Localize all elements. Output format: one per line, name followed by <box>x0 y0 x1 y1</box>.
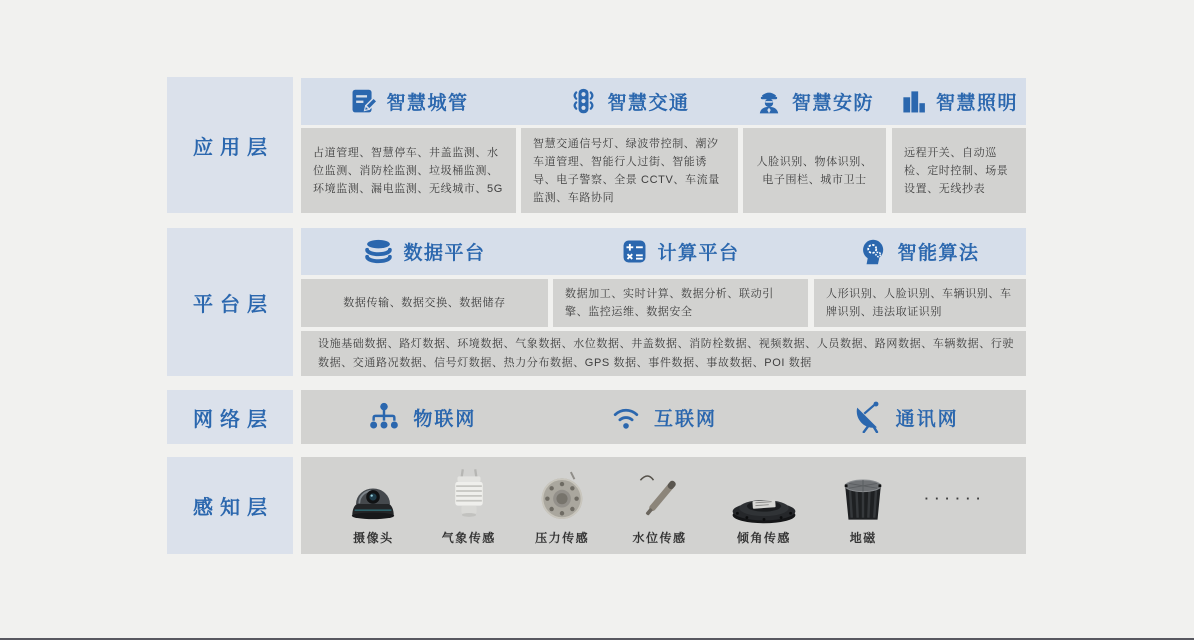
platform-title: 智能算法 <box>897 243 980 264</box>
application-header-bar <box>301 78 1026 125</box>
device-label: 地磁 <box>849 531 877 545</box>
device-label: 气象传感 <box>441 531 496 545</box>
device-label: 压力传感 <box>535 531 590 545</box>
app-title: 智慧照明 <box>935 93 1018 114</box>
app-items-lighting: 远程开关、自动巡检、定时控制、场景设置、无线抄表 <box>892 128 1026 213</box>
iot-nodes-icon <box>367 401 401 433</box>
network-comms <box>784 390 1026 444</box>
network-iot <box>301 390 543 444</box>
device-water-level-sensor <box>625 465 695 554</box>
app-title: 智慧城管 <box>386 93 469 114</box>
network-title: 互联网 <box>654 408 718 430</box>
device-tilt-sensor <box>726 465 802 554</box>
network-internet <box>543 390 785 444</box>
device-weather-sensor <box>438 465 500 554</box>
device-pressure-sensor <box>531 465 593 554</box>
device-label: 倾角传感 <box>736 531 791 545</box>
layer-label-text: 网络层 <box>193 408 274 431</box>
network-bar <box>301 390 1026 444</box>
app-header-traffic <box>521 87 738 116</box>
wifi-icon <box>610 402 642 432</box>
tilt-sensor-image <box>726 465 802 525</box>
app-items-security: 人脸识别、物体识别、电子围栏、城市卫士 <box>743 128 886 213</box>
app-header-city-mgmt <box>301 87 516 116</box>
layer-label-text: 平台层 <box>193 293 274 316</box>
traffic-light-icon <box>569 87 598 116</box>
platform-items-data: 数据传输、数据交换、数据储存 <box>301 279 548 327</box>
platform-detail-row <box>301 279 1026 327</box>
platform-data-pool: 设施基础数据、路灯数据、环境数据、气象数据、水位数据、井盖数据、消防栓数据、视频数据、人员数据、路网数据、车辆数据、行驶数据、交通路况数据、信号灯数据、热力分布数据、GPS 数据、事件数据、事故数据、POI 数据 <box>301 331 1026 376</box>
ai-head-gears-icon <box>860 238 888 266</box>
perception-box <box>301 457 1026 554</box>
app-items-city-mgmt: 占道管理、智慧停车、井盖监测、水位监测、消防栓监测、垃圾桶监测、环境监测、漏电监测、无线城市、5G <box>301 128 516 213</box>
app-header-lighting <box>892 88 1026 115</box>
satellite-dish-icon <box>852 401 884 433</box>
platform-header-compute <box>553 238 808 265</box>
dome-camera-image <box>340 465 406 525</box>
platform-header-bar <box>301 228 1026 275</box>
platform-header-algorithm <box>814 238 1026 266</box>
geomagnetic-sensor-image <box>833 465 893 525</box>
more-devices-ellipsis: ······ <box>924 491 987 506</box>
device-geomagnetic-sensor <box>833 465 893 554</box>
platform-items-compute: 数据加工、实时计算、数据分析、联动引擎、监控运维、数据安全 <box>553 279 808 327</box>
platform-title: 数据平台 <box>403 243 486 264</box>
platform-header-data <box>301 238 548 266</box>
water-level-probe-image <box>625 465 695 525</box>
layer-label-application <box>167 77 293 213</box>
layer-label-network <box>167 390 293 444</box>
layer-label-platform <box>167 228 293 376</box>
app-items-traffic: 智慧交通信号灯、绿波带控制、潮汐车道管理、智能行人过街、智能诱导、电子警察、全景 CCTV、车流量监测、车路协同 <box>521 128 738 213</box>
weather-sensor-image <box>438 465 500 525</box>
network-title: 物联网 <box>413 408 477 430</box>
layer-label-text: 感知层 <box>193 497 274 519</box>
platform-title: 计算平台 <box>657 243 740 264</box>
application-detail-row <box>301 128 1026 213</box>
device-camera <box>340 465 406 554</box>
database-icon <box>363 238 394 266</box>
device-label: 摄像头 <box>353 531 394 545</box>
app-title: 智慧安防 <box>791 93 874 114</box>
layer-label-text: 应用层 <box>193 136 274 159</box>
pressure-sensor-image <box>531 465 593 525</box>
app-title: 智慧交通 <box>607 93 690 114</box>
calculator-icon <box>621 238 648 265</box>
app-header-security <box>743 88 886 116</box>
network-title: 通讯网 <box>895 408 959 430</box>
city-buildings-icon <box>900 88 927 115</box>
police-officer-icon <box>755 88 783 116</box>
layer-label-perception <box>167 457 293 554</box>
device-label: 水位传感 <box>632 531 687 545</box>
notebook-pen-icon <box>348 87 377 116</box>
platform-items-algorithm: 人形识别、人脸识别、车辆识别、车牌识别、违法取证识别 <box>814 279 1026 327</box>
